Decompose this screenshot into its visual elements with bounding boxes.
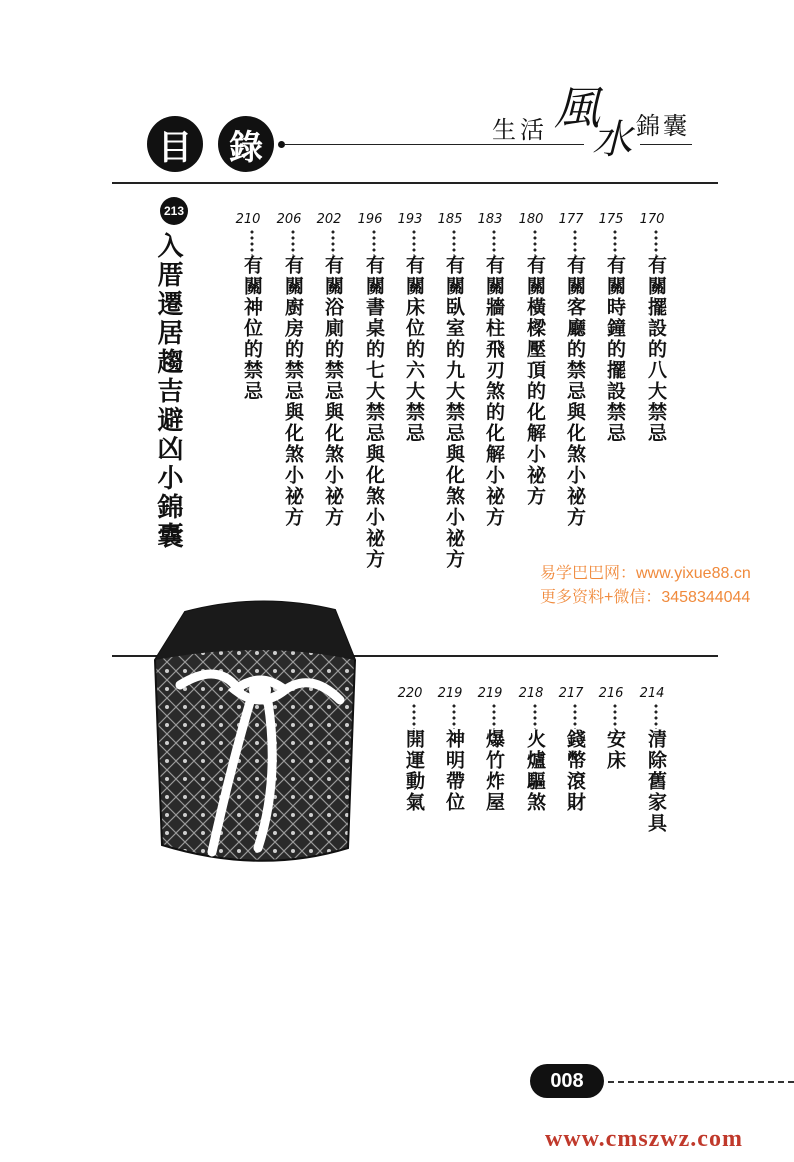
toc-title: 有關牆柱飛刃煞的化解小祕方 (483, 255, 505, 528)
toc-page-number: 214 (639, 686, 665, 701)
toc-title: 爆竹炸屋 (483, 729, 505, 813)
section-badge: 213 (160, 197, 188, 225)
toc-page-number: 180 (518, 212, 544, 227)
toc-title: 錢幣滾財 (564, 729, 586, 813)
toc-page-number: 202 (316, 212, 342, 227)
toc-page-number: 218 (518, 686, 544, 701)
toc-title: 有關橫樑壓頂的化解小祕方 (524, 255, 546, 507)
footer-dashed-rule (608, 1081, 794, 1083)
toc-title: 神明帶位 (443, 729, 465, 813)
brocade-pouch-illustration (140, 590, 380, 880)
series-underline (640, 144, 692, 145)
toc-leader-dots (331, 229, 335, 255)
toc-title: 清除舊家具 (645, 729, 667, 834)
toc-bottom-entry[interactable] (598, 686, 626, 771)
toc-bottom-entry[interactable] (558, 686, 586, 813)
toc-title: 開運動氣 (403, 729, 425, 813)
series-small-text: 生活 (492, 116, 548, 144)
toc-page-number: 219 (437, 686, 463, 701)
toc-bottom-entry[interactable] (639, 686, 667, 834)
toc-page-number: 206 (276, 212, 302, 227)
toc-top-entry[interactable] (477, 212, 505, 528)
toc-top-entry[interactable] (235, 212, 263, 402)
toc-top-entry[interactable] (276, 212, 304, 528)
footer-site-text[interactable]: www.cmszwz.com (545, 1126, 743, 1152)
toc-top-entry[interactable] (558, 212, 586, 528)
toc-leader-dots (492, 229, 496, 255)
toc-page-number: 175 (598, 212, 624, 227)
section-title: 入厝遷居趨吉避凶小錦囊 (153, 232, 183, 551)
toc-leader-dots (452, 229, 456, 255)
toc-title: 火爐驅煞 (524, 729, 546, 813)
toc-page-number: 185 (437, 212, 463, 227)
toc-leader-dots (291, 229, 295, 255)
title-char-mu (147, 116, 203, 172)
toc-page-number: 193 (397, 212, 423, 227)
toc-leader-dots (533, 229, 537, 255)
toc-page-number: 217 (558, 686, 584, 701)
page-number-badge: 008 (530, 1064, 604, 1098)
toc-leader-dots (613, 703, 617, 729)
title-char-lu (218, 116, 274, 172)
toc-bottom-entry[interactable] (477, 686, 505, 813)
toc-title: 有關臥室的九大禁忌與化煞小祕方 (443, 255, 465, 570)
toc-leader-dots (573, 229, 577, 255)
title-char-mu-text: 目 (158, 127, 192, 168)
toc-top-entry[interactable] (397, 212, 425, 444)
toc-title: 有關床位的六大禁忌 (403, 255, 425, 444)
toc-title: 有關時鐘的擺設禁忌 (604, 255, 626, 444)
toc-leader-dots (533, 703, 537, 729)
toc-leader-dots (573, 703, 577, 729)
toc-page-number: 183 (477, 212, 503, 227)
toc-bottom-entry[interactable] (397, 686, 425, 813)
toc-top-entry[interactable] (437, 212, 465, 570)
toc-top-entry[interactable] (316, 212, 344, 528)
toc-leader-dots (654, 229, 658, 255)
toc-page-number: 219 (477, 686, 503, 701)
title-char-lu-text: 錄 (229, 127, 263, 168)
toc-page-number: 210 (235, 212, 261, 227)
toc-leader-dots (372, 229, 376, 255)
toc-page-number: 196 (357, 212, 383, 227)
toc-top-entry[interactable] (357, 212, 385, 570)
series-big-feng: 風 (554, 81, 600, 135)
toc-leader-dots (412, 229, 416, 255)
toc-bottom-entry[interactable] (437, 686, 465, 813)
toc-title: 有關浴廁的禁忌與化煞小祕方 (322, 255, 344, 528)
watermark-line-1: 易学巴巴网：www.yixue88.cn (540, 565, 751, 582)
toc-title: 有關廚房的禁忌與化煞小祕方 (282, 255, 304, 528)
top-rule (112, 182, 718, 184)
toc-title: 安床 (604, 729, 626, 771)
toc-leader-dots (412, 703, 416, 729)
toc-title: 有關客廳的禁忌與化煞小祕方 (564, 255, 586, 528)
series-tail-text: 錦囊 (636, 112, 690, 140)
watermark-line-2: 更多资料+微信：3458344044 (540, 589, 751, 606)
toc-leader-dots (250, 229, 254, 255)
toc-page-number: 177 (558, 212, 584, 227)
series-big-shui: 水 (592, 117, 632, 163)
toc-bottom-entry[interactable] (518, 686, 546, 813)
toc-title: 有關擺設的八大禁忌 (645, 255, 667, 444)
toc-title: 有關神位的禁忌 (241, 255, 263, 402)
toc-leader-dots (492, 703, 496, 729)
toc-page-number: 216 (598, 686, 624, 701)
toc-title: 有關書桌的七大禁忌與化煞小祕方 (363, 255, 385, 570)
toc-page-number: 220 (397, 686, 423, 701)
toc-top-entry[interactable] (598, 212, 626, 444)
toc-top-entry[interactable] (639, 212, 667, 444)
toc-page-number: 170 (639, 212, 665, 227)
toc-leader-dots (613, 229, 617, 255)
toc-top-entry[interactable] (518, 212, 546, 507)
toc-leader-dots (452, 703, 456, 729)
toc-leader-dots (654, 703, 658, 729)
